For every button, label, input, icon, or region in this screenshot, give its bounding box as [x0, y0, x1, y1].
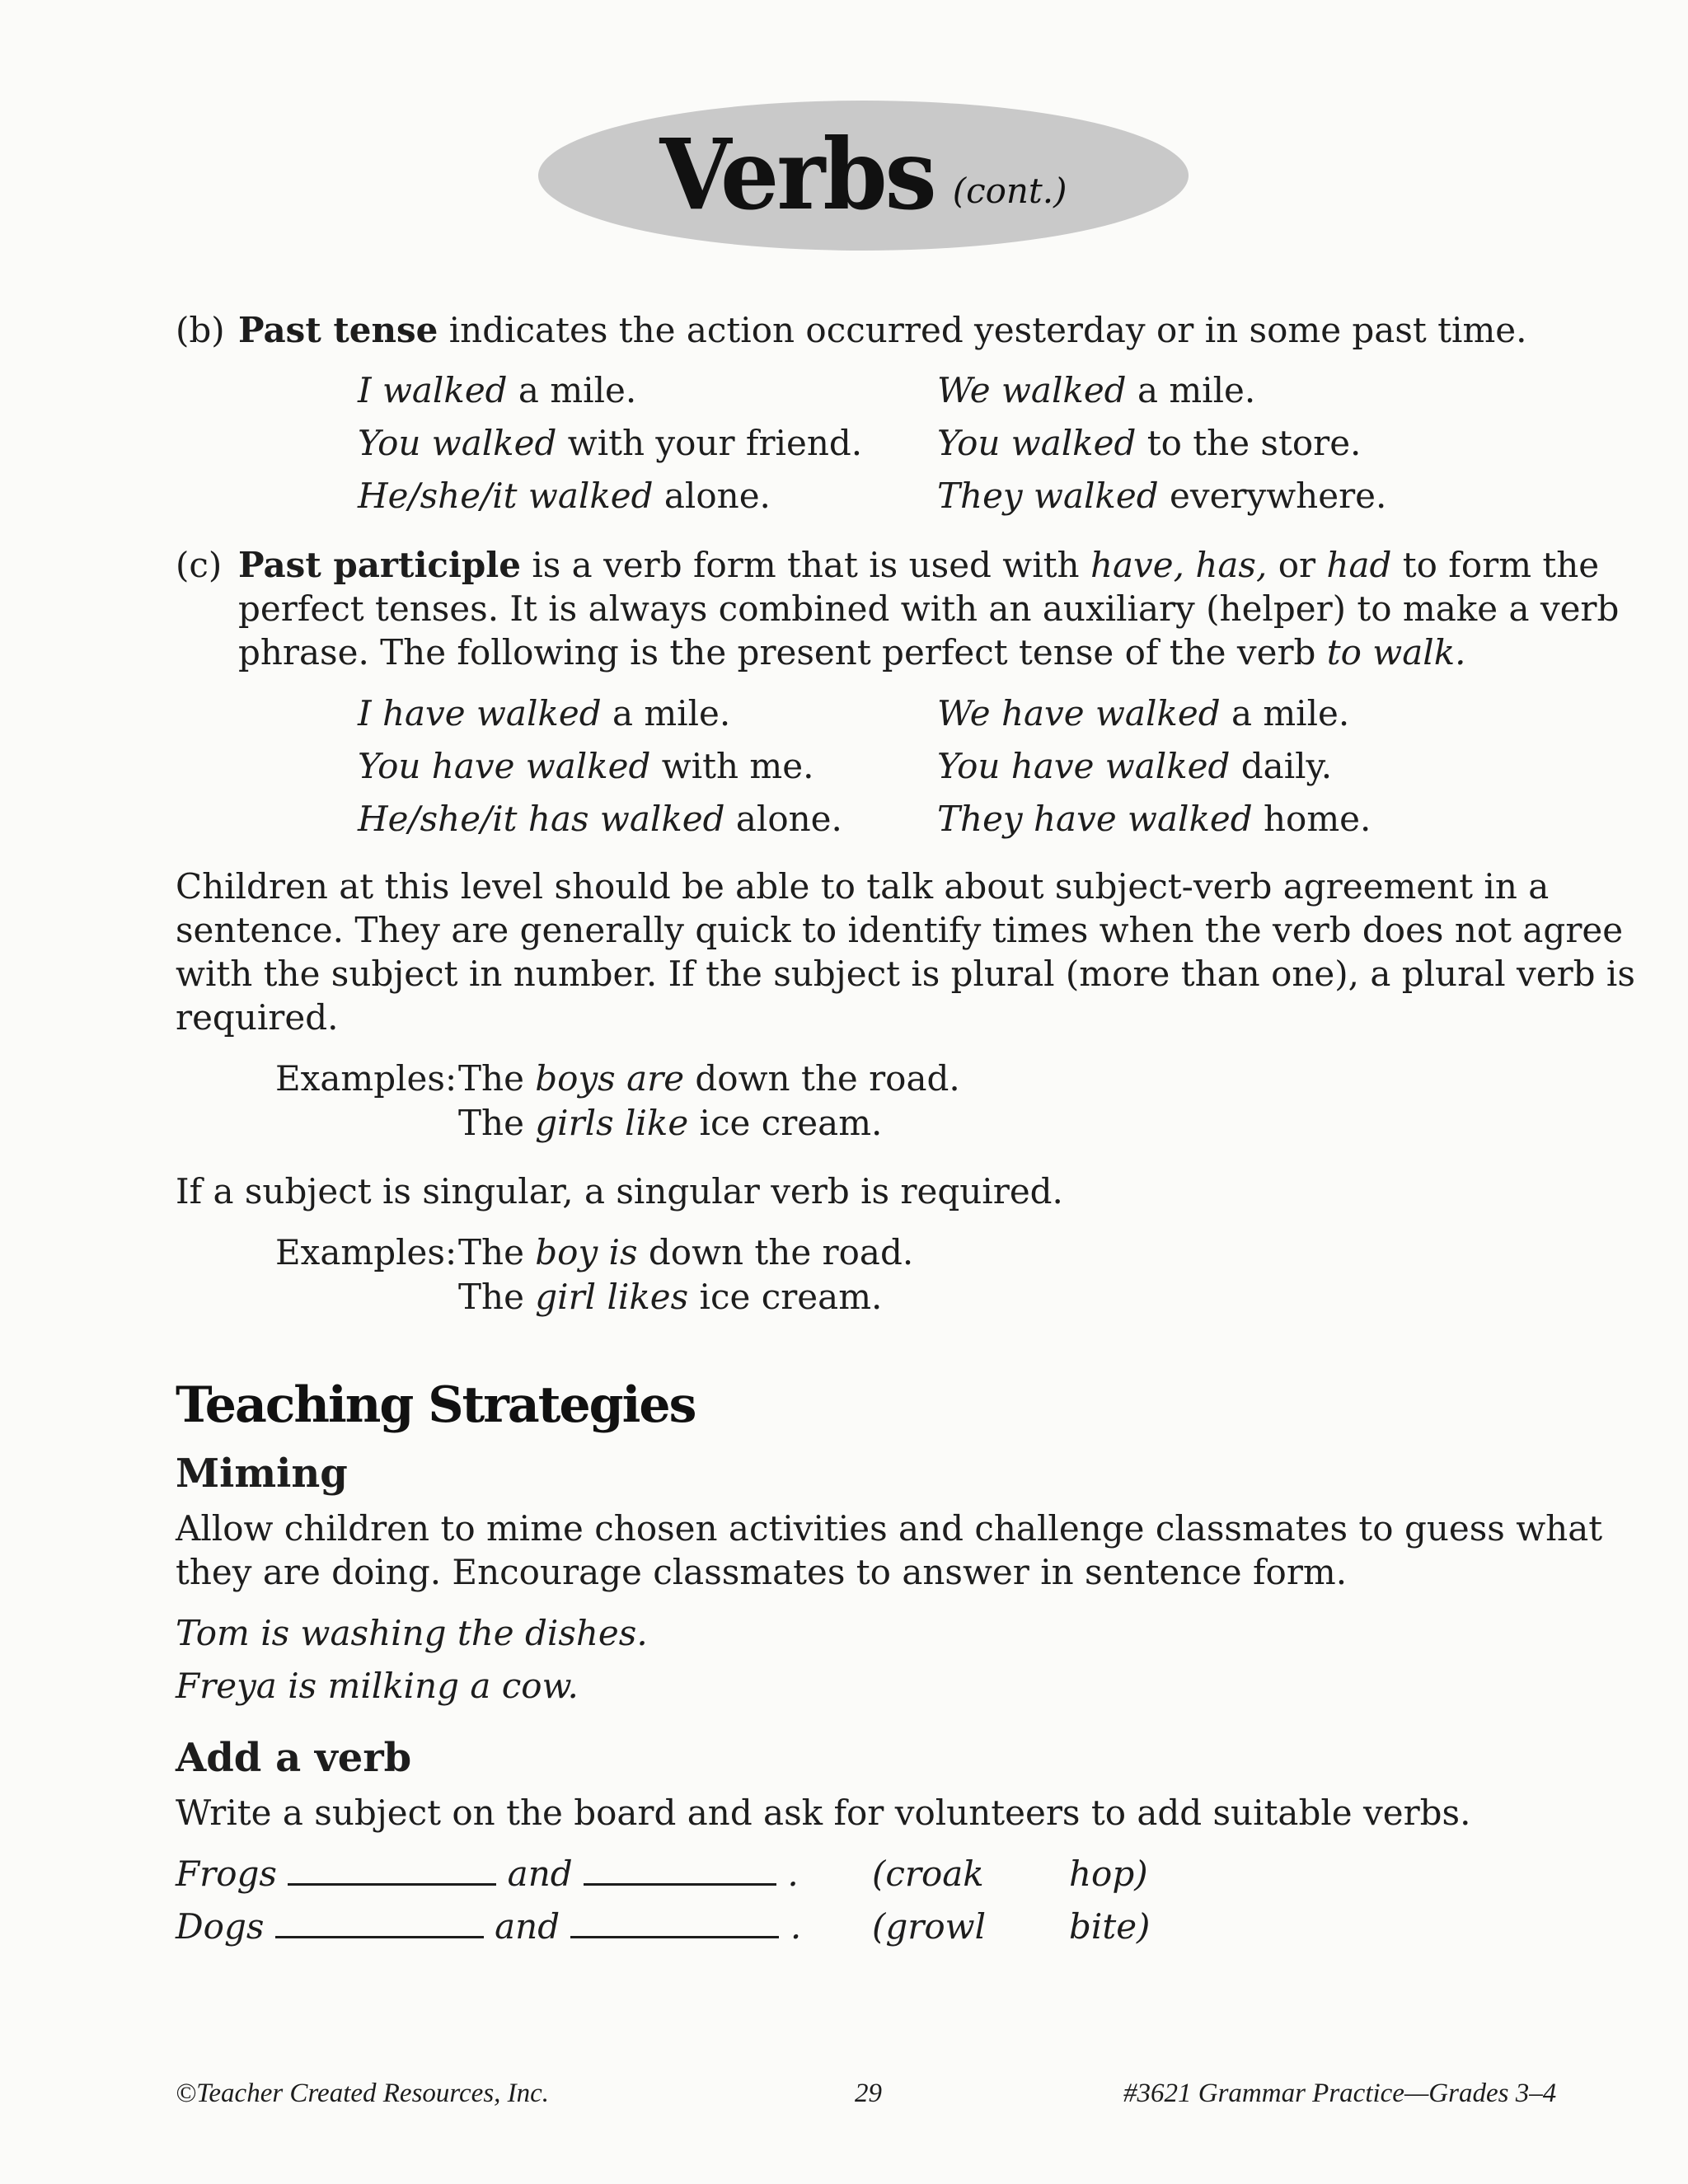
- footer-copyright: ©Teacher Created Resources, Inc.: [176, 2079, 550, 2108]
- term: Past tense: [238, 310, 438, 350]
- verb-phrase: You have walked: [937, 746, 1231, 786]
- hint-word: [1069, 1852, 1148, 1896]
- example-sentence: [458, 1057, 960, 1101]
- verb-phrase: boys are: [535, 1058, 685, 1099]
- subject-word: Frogs: [176, 1854, 277, 1894]
- definition-line: [238, 630, 1466, 675]
- fill-in-row: [176, 1852, 799, 1896]
- definition-text: is a verb form that is used with: [532, 545, 1080, 585]
- verb-phrase: They walked: [937, 476, 1159, 516]
- period: .: [787, 1854, 799, 1894]
- example-sentence: [458, 1275, 882, 1319]
- examples-label: Examples:: [275, 1058, 457, 1099]
- example-row: [358, 474, 1594, 518]
- paragraph-line: with the subject in number. If the subject is plural (more than one), a plural verb is: [176, 954, 1635, 994]
- verb-phrase: They have walked: [937, 799, 1253, 839]
- answer-blank[interactable]: [275, 1906, 484, 1938]
- verb-phrase: girls like: [535, 1103, 689, 1143]
- paragraph-line: required.: [176, 997, 339, 1038]
- conjunction: and: [495, 1906, 560, 1947]
- hint-text: hop): [1069, 1854, 1148, 1894]
- example-text: ice cream.: [699, 1277, 883, 1317]
- answer-blank[interactable]: [584, 1854, 776, 1886]
- answer-blank[interactable]: [570, 1906, 779, 1938]
- verb-phrase: We walked: [937, 370, 1127, 410]
- example-text: The: [458, 1232, 524, 1272]
- examples-label: Examples:: [275, 1232, 457, 1272]
- verb-phrase: We have walked: [937, 693, 1221, 733]
- example-text: a mile.: [1231, 693, 1350, 733]
- example-sentence: [176, 1611, 648, 1656]
- verb-phrase: I have walked: [358, 693, 602, 733]
- example-text: Tom is washing the dishes.: [176, 1613, 648, 1653]
- hint-text: (growl: [872, 1906, 987, 1947]
- example-text: The: [458, 1277, 524, 1317]
- definition-text: to form the: [1402, 545, 1600, 585]
- example-text: a mile.: [612, 693, 731, 733]
- title-main: Verbs: [659, 118, 935, 232]
- hint-text: (croak: [872, 1854, 984, 1894]
- hint-word: [872, 1905, 986, 1949]
- hint-text: bite): [1069, 1906, 1151, 1947]
- example-text: daily.: [1240, 746, 1333, 786]
- definition-text: or: [1278, 545, 1316, 585]
- example-text: everywhere.: [1169, 476, 1387, 516]
- example-row: [358, 797, 1594, 841]
- example-text: to the store.: [1146, 423, 1362, 463]
- auxiliary-words: have, has,: [1090, 545, 1268, 585]
- example-sentence: [176, 1664, 579, 1708]
- paragraph-line: they are doing. Encourage classmates to answer in sentence form.: [176, 1552, 1348, 1592]
- conjunction: and: [507, 1854, 573, 1894]
- definition: indicates the action occurred yesterday or in some past time.: [448, 310, 1527, 350]
- example-text: a mile.: [1137, 370, 1256, 410]
- example-text: a mile.: [518, 370, 637, 410]
- paragraph-line: sentence. They are generally quick to identify times when the verb does not agree: [176, 910, 1624, 950]
- example-text: with me.: [661, 746, 814, 786]
- verb-phrase: I walked: [358, 370, 508, 410]
- title-cont: (cont.): [952, 170, 1067, 211]
- example-text: down the road.: [648, 1232, 914, 1272]
- hint-word: [1069, 1905, 1150, 1949]
- example-text: Freya is milking a cow.: [176, 1666, 579, 1706]
- example-row: [358, 691, 1594, 736]
- verb-phrase: You have walked: [358, 746, 651, 786]
- auxiliary-word: had: [1326, 545, 1392, 585]
- section-heading: Teaching Strategies: [176, 1376, 696, 1434]
- footer-book-title: #3621 Grammar Practice—Grades 3–4: [1123, 2079, 1557, 2108]
- verb-phrase: You walked: [358, 423, 557, 463]
- verb-phrase: boy is: [535, 1232, 638, 1272]
- past-participle-definition: [176, 543, 1599, 588]
- verb-phrase: You walked: [937, 423, 1137, 463]
- period: .: [790, 1906, 802, 1947]
- subsection-heading: Add a verb: [176, 1735, 412, 1781]
- paragraph-line: Write a subject on the board and ask for volunteers to add suitable verbs.: [176, 1793, 1471, 1833]
- definition-line: perfect tenses. It is always combined with an auxiliary (helper) to make a verb: [238, 588, 1620, 629]
- example-text: The: [458, 1103, 524, 1143]
- term: Past participle: [238, 545, 521, 585]
- example-text: with your friend.: [567, 423, 863, 463]
- example-sentence: [458, 1230, 913, 1275]
- example-row: [358, 421, 1594, 466]
- hint-word: [872, 1852, 984, 1896]
- paragraph-line: Children at this level should be able to talk about subject-verb agreement in a: [176, 866, 1550, 907]
- example-text: The: [458, 1058, 524, 1099]
- answer-blank[interactable]: [288, 1854, 496, 1886]
- fill-in-row: [176, 1905, 801, 1949]
- subsection-heading: Miming: [176, 1451, 348, 1497]
- past-tense-definition: [176, 308, 1526, 353]
- example-row: [358, 744, 1594, 789]
- item-label: (c): [176, 545, 223, 585]
- example-text: alone.: [663, 476, 771, 516]
- verb-phrase: He/she/it has walked: [358, 799, 725, 839]
- item-label: (b): [176, 310, 225, 350]
- verb-phrase: to walk.: [1326, 632, 1466, 673]
- example-text: ice cream.: [699, 1103, 883, 1143]
- page-number: 29: [855, 2079, 882, 2108]
- example-text: down the road.: [695, 1058, 960, 1099]
- subject-word: Dogs: [176, 1906, 265, 1947]
- page-title: [538, 101, 1189, 251]
- example-text: home.: [1264, 799, 1372, 839]
- example-row: [358, 368, 1594, 413]
- example-text: alone.: [735, 799, 842, 839]
- paragraph-line: Allow children to mime chosen activities and challenge classmates to guess what: [176, 1508, 1603, 1549]
- definition-text: phrase. The following is the present perfect tense of the verb: [238, 632, 1316, 673]
- verb-phrase: He/she/it walked: [358, 476, 654, 516]
- paragraph-line: If a subject is singular, a singular verb is required.: [176, 1171, 1063, 1212]
- verb-phrase: girl likes: [535, 1277, 689, 1317]
- example-sentence: [458, 1101, 882, 1146]
